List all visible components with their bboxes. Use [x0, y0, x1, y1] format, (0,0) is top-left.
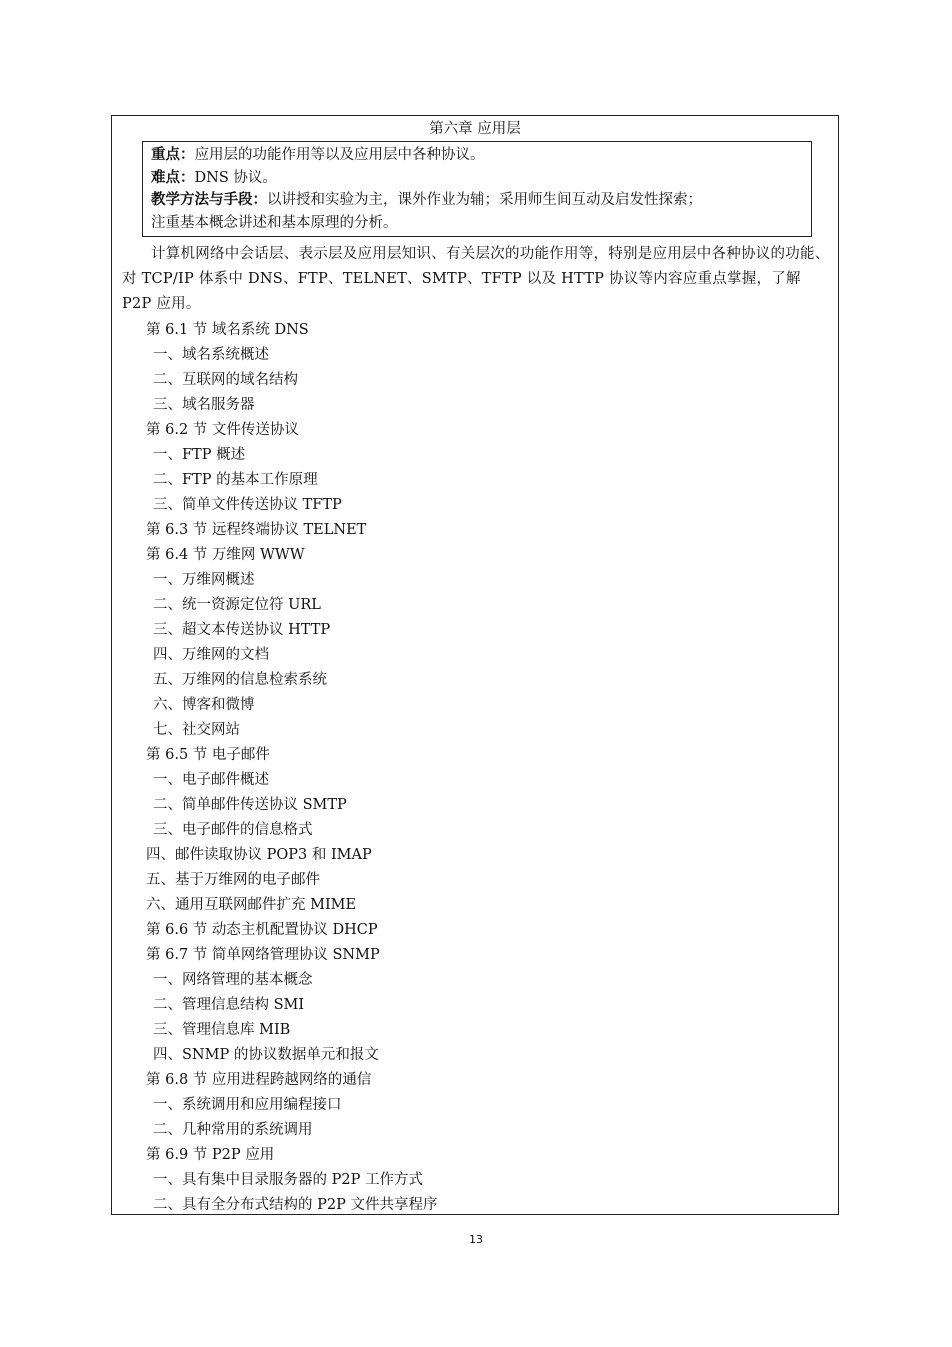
page-number: 13 [469, 1233, 483, 1246]
teaching-method-continued-text: 注重基本概念讲述和基本原理的分析。 [151, 214, 398, 231]
outline-subsection: 三、简单文件传送协议 TFTP [153, 497, 342, 513]
outline-section: 第 6.2 节 文件传送协议 [146, 422, 299, 438]
key-points-line [151, 144, 811, 167]
outline-subsection: 五、基于万维网的电子邮件 [146, 872, 320, 888]
outline-subsection: 六、博客和微博 [153, 697, 255, 713]
outline-section: 第 6.7 节 简单网络管理协议 SNMP [146, 947, 380, 963]
outline-subsection: 六、通用互联网邮件扩充 MIME [146, 897, 357, 913]
outline-subsection: 一、域名系统概述 [153, 347, 269, 363]
outline-subsection: 三、超文本传送协议 HTTP [153, 622, 331, 638]
teaching-method-text: 以讲授和实验为主，课外作业为辅；采用师生间互动及启发性探索； [267, 192, 702, 208]
outline-subsection: 三、电子邮件的信息格式 [153, 822, 313, 838]
outline-subsection: 五、万维网的信息检索系统 [153, 672, 327, 688]
outline-section: 第 6.4 节 万维网 WWW [146, 547, 305, 563]
outline-section: 第 6.1 节 域名系统 DNS [146, 322, 309, 338]
difficulty-text: DNS 协议。 [194, 169, 277, 186]
outline-subsection: 二、简单邮件传送协议 SMTP [153, 797, 347, 813]
outline-subsection: 一、电子邮件概述 [153, 772, 269, 788]
outline-subsection: 二、几种常用的系统调用 [153, 1122, 313, 1138]
outline-subsection: 四、邮件读取协议 POP3 和 IMAP [146, 847, 372, 863]
content-frame [111, 115, 839, 1215]
outline-subsection: 三、域名服务器 [153, 397, 255, 413]
outline-section: 第 6.8 节 应用进程跨越网络的通信 [146, 1072, 372, 1088]
outline-subsection: 一、万维网概述 [153, 572, 255, 588]
outline-section: 第 6.5 节 电子邮件 [146, 747, 270, 763]
teaching-method-continued [151, 212, 811, 235]
difficulty-label: 难点： [151, 168, 195, 186]
key-points-text: 应用层的功能作用等以及应用层中各种协议。 [194, 147, 485, 163]
outline-subsection: 一、系统调用和应用编程接口 [153, 1097, 342, 1113]
outline-subsection: 二、FTP 的基本工作原理 [153, 472, 318, 488]
outline-subsection: 二、具有全分布式结构的 P2P 文件共享程序 [153, 1197, 438, 1213]
key-points-label: 重点： [151, 146, 195, 163]
teaching-method-line [151, 189, 811, 212]
summary-box [142, 141, 812, 237]
difficulty-line [151, 167, 811, 190]
outline-subsection: 一、具有集中目录服务器的 P2P 工作方式 [153, 1172, 423, 1188]
intro-paragraph: 计算机网络中会话层、表示层及应用层知识、有关层次的功能作用等，特别是应用层中各种协议的功能、对 TCP/IP 体系中 DNS、FTP、TELNET、SMTP、TFTP 以及 HTTP 协议等内容应重点掌握，了解 P2P 应用。 [122, 246, 830, 312]
outline-subsection: 四、万维网的文档 [153, 647, 269, 663]
outline-section: 第 6.3 节 远程终端协议 TELNET [146, 522, 367, 538]
outline-subsection: 四、SNMP 的协议数据单元和报文 [153, 1047, 379, 1063]
outline-subsection: 二、互联网的域名结构 [153, 372, 298, 388]
chapter-title: 第六章 应用层 [429, 121, 521, 137]
outline-subsection: 一、网络管理的基本概念 [153, 972, 313, 988]
chapter-outline [146, 318, 826, 1218]
outline-subsection: 二、管理信息结构 SMI [153, 997, 305, 1013]
outline-section: 第 6.9 节 P2P 应用 [146, 1147, 275, 1163]
outline-subsection: 七、社交网站 [153, 722, 240, 738]
teaching-method-label: 教学方法与手段： [151, 191, 267, 208]
outline-subsection: 二、统一资源定位符 URL [153, 597, 321, 613]
outline-section: 第 6.6 节 动态主机配置协议 DHCP [146, 922, 378, 938]
outline-subsection: 一、FTP 概述 [153, 447, 246, 463]
outline-subsection: 三、管理信息库 MIB [153, 1022, 291, 1038]
